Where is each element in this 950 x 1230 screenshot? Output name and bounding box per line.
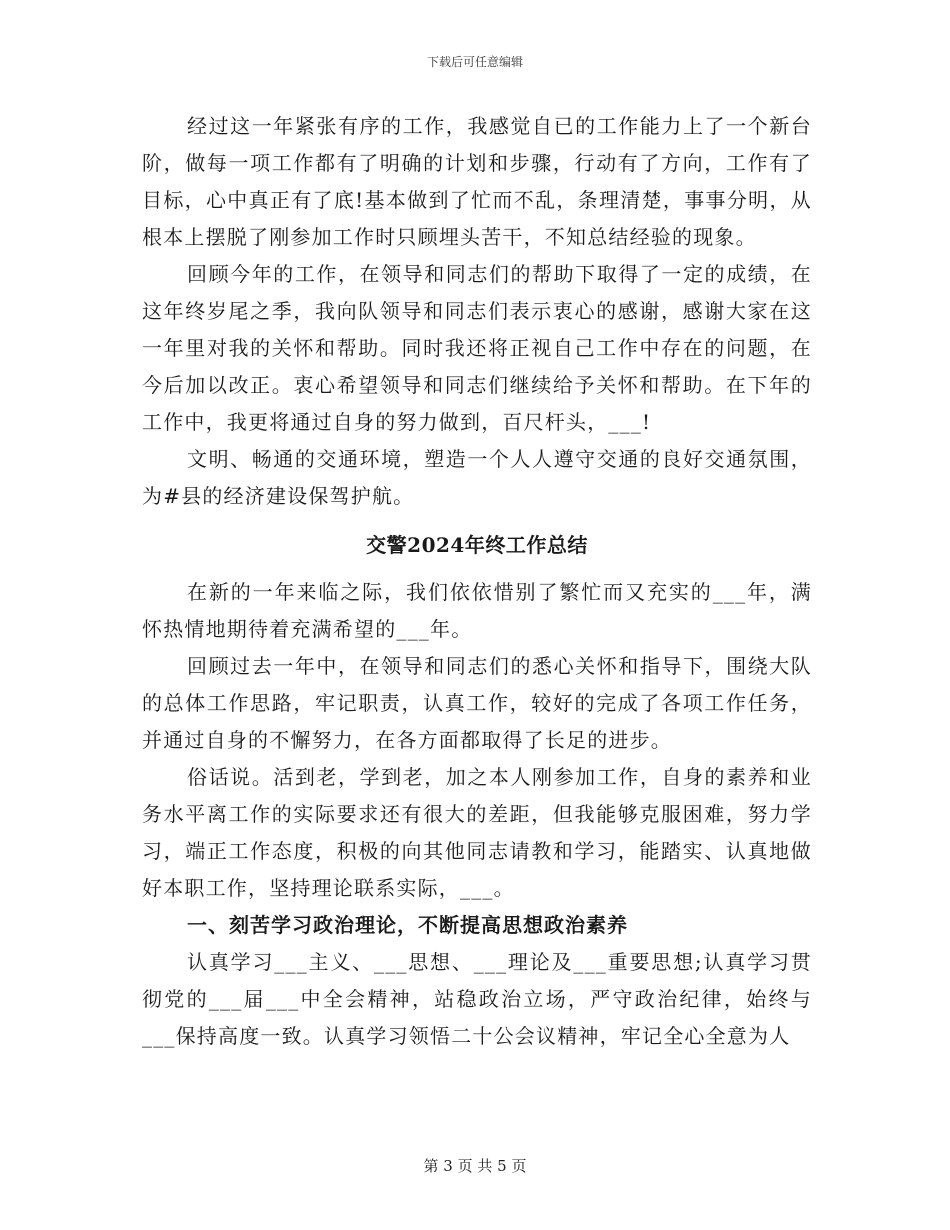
paragraph-4: 在新的一年来临之际，我们依依惜别了繁忙而又充实的___年，满怀热情地期待着充满希望的___年。 (142, 580, 812, 641)
document-title: 交警2024年终工作总结 (366, 533, 588, 557)
page-number: 第 3 页 共 5 页 (423, 1157, 527, 1175)
header-note: 下载后可任意编辑 (426, 55, 523, 69)
paragraph-5: 回顾过去一年中，在领导和同志们的悉心关怀和指导下，围绕大队的总体工作思路，牢记职责，认真工作，较好的完成了各项工作任务，并通过自身的不懈努力，在各方面都取得了长足的进步。 (142, 654, 812, 752)
document-body (142, 108, 812, 1055)
paragraph-7: 认真学习___主义、___思想、___理论及___重要思想;认真学习贯彻党的___届___中全会精神，站稳政治立场，严守政治纪律，始终与___保持高度一致。认真学习领悟二十公会议精神，牢记全心全意为人 (142, 950, 812, 1048)
section-heading-1: 一、刻苦学习政治理论，不断提高思想政治素养 (187, 913, 628, 937)
paragraph-3: 文明、畅通的交通环境，塑造一个人人遵守交通的良好交通氛围，为#县的经济建设保驾护航。 (142, 447, 812, 508)
paragraph-6: 俗话说。活到老，学到老，加之本人刚参加工作，自身的素养和业务水平离工作的实际要求还有很大的差距，但我能够克服困难，努力学习，端正工作态度，积极的向其他同志请教和学习，能踏实、认真地做好本职工作，坚持理论联系实际，___。 (142, 765, 812, 900)
paragraph-1: 经过这一年紧张有序的工作，我感觉自已的工作能力上了一个新台阶，做每一项工作都有了明确的计划和步骤，行动有了方向，工作有了目标，心中真正有了底!基本做到了忙而不乱，条理清楚，事事分明，从根本上摆脱了刚参加工作时只顾埋头苦干，不知总结经验的现象。 (142, 114, 812, 249)
paragraph-2: 回顾今年的工作，在领导和同志们的帮助下取得了一定的成绩，在这年终岁尾之季，我向队领导和同志们表示衷心的感谢，感谢大家在这一年里对我的关怀和帮助。同时我还将正视自己工作中存在的问题，在今后加以改正。衷心希望领导和同志们继续给予关怀和帮助。在下年的工作中，我更将通过自身的努力做到，百尺杆头，___! (142, 262, 812, 434)
